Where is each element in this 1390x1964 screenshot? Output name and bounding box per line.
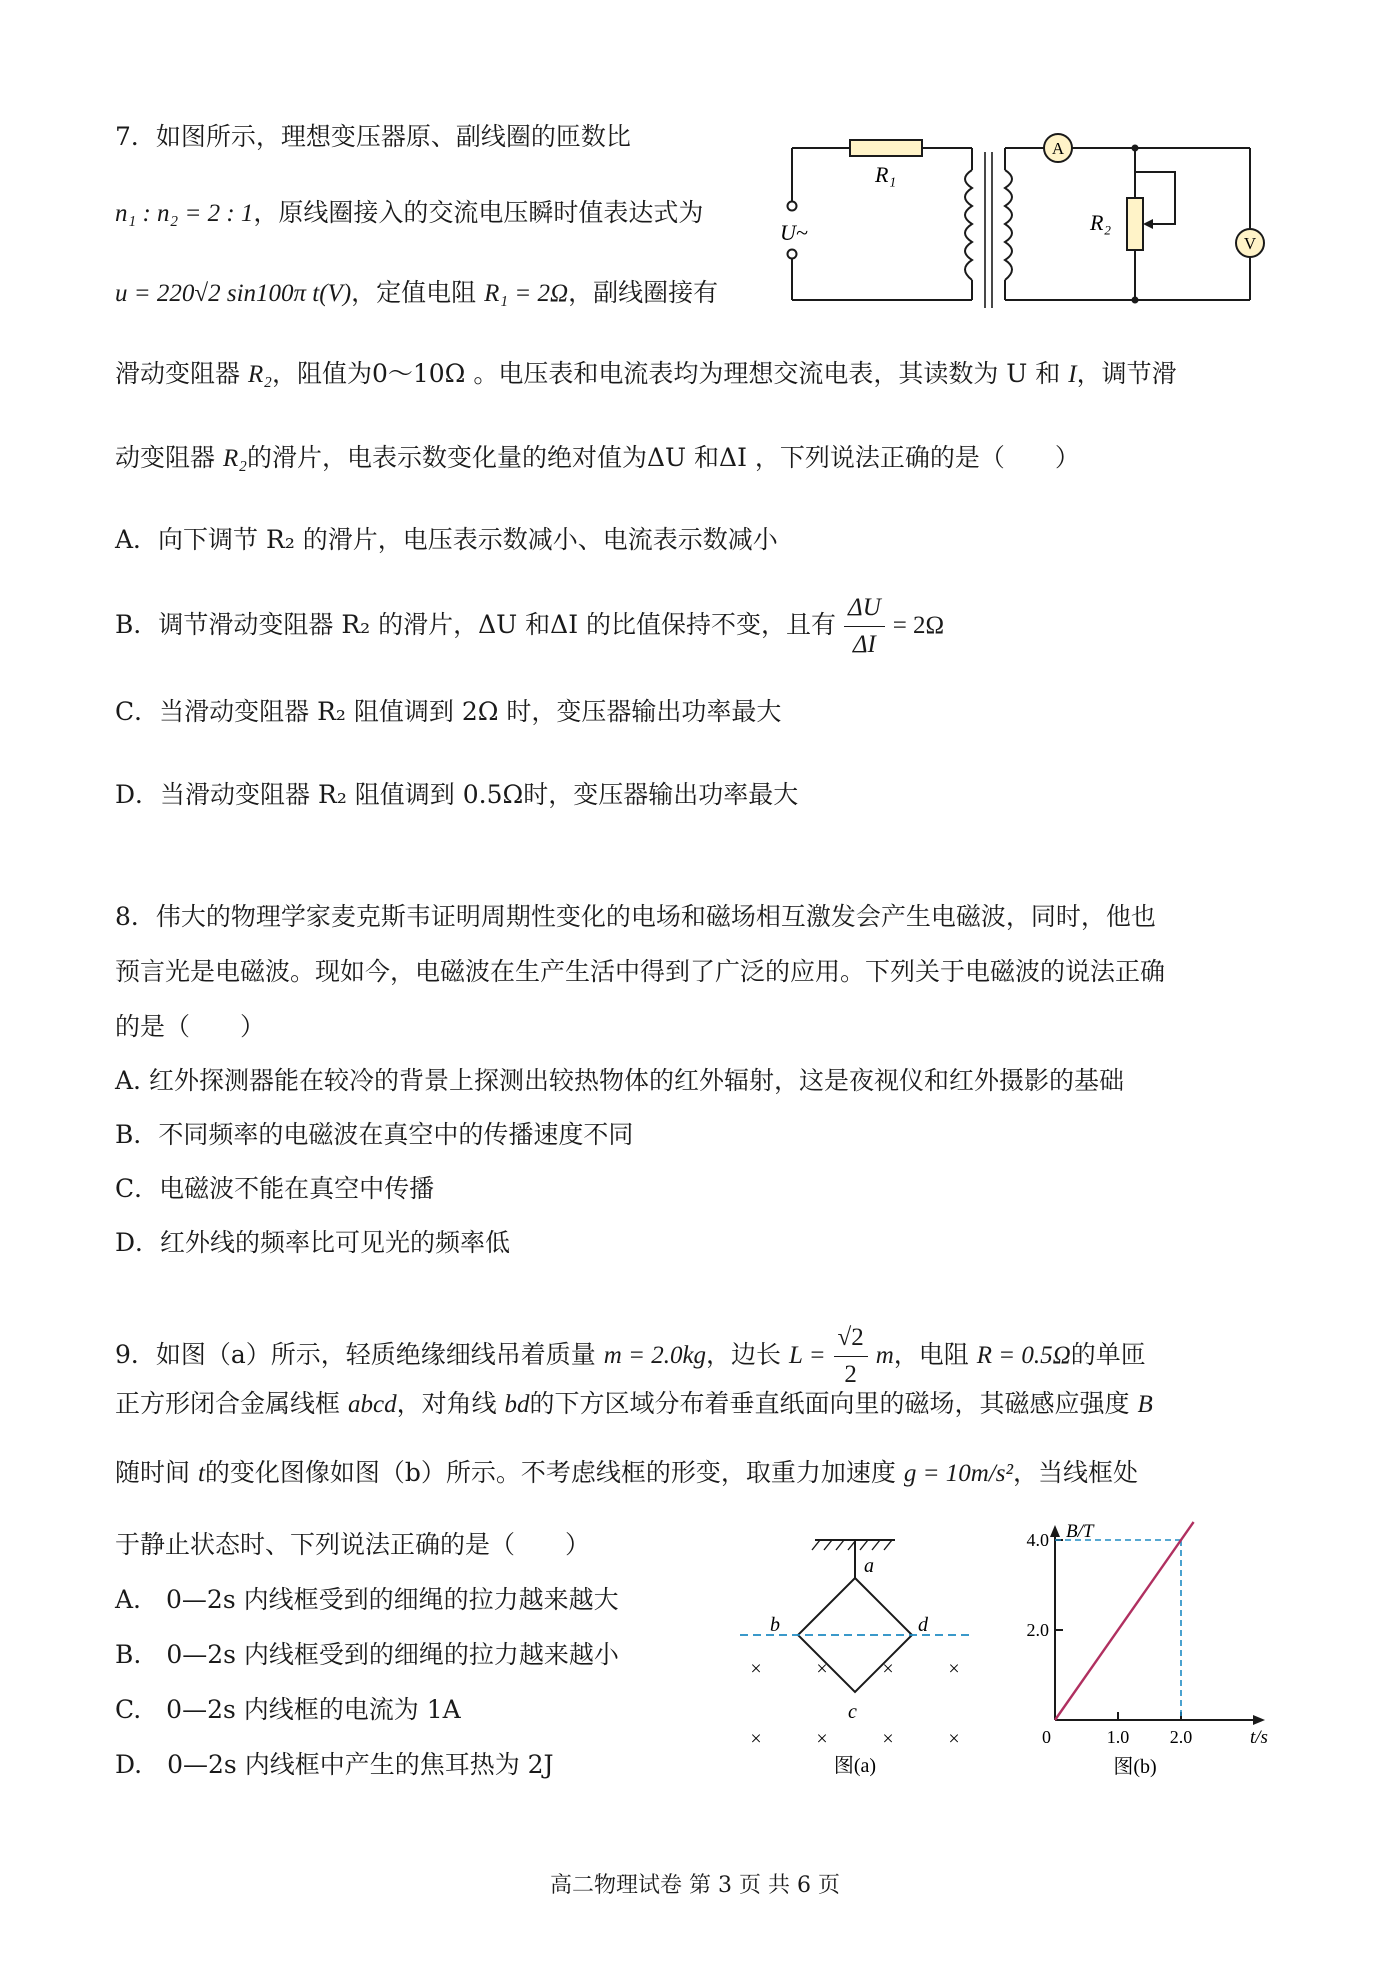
q9-option-c: C. 0—2s 内线框的电流为 1A [115,1695,461,1724]
q8-stem-line-3: 的是（ ） [115,1012,266,1041]
figure-b-bt-graph [1010,1515,1280,1780]
q8-option-a: A. 红外探测器能在较冷的背景上探测出较热物体的红外辐射，这是夜视仪和红外摄影的基础 [115,1066,1124,1095]
transformer-core [985,152,992,308]
delta-ratio-fraction: $\frac{\Delta U}{\Delta I}$ [844,590,885,663]
figure-a-caption: 图(a) [833,1755,877,1777]
vertex-c-label: c [848,1701,857,1723]
vertex-a-label: a [864,1555,874,1577]
field-mark: × [816,1728,828,1750]
figure-a-square-frame [730,1520,980,1780]
y-tick-label: 2.0 [1026,1620,1049,1640]
voltmeter-label: V [1243,234,1257,253]
b-t-data-line [1055,1522,1194,1720]
q8-stem-line-1: 8．伟大的物理学家麦克斯韦证明周期性变化的电场和磁场相互激发会产生电磁波，同时，他也 [115,902,1156,931]
x-axis-label: t/s [1250,1727,1268,1748]
q9-stem-line-3: 随时间 t的变化图像如图（b）所示。不考虑线框的形变，取重力加速度 g = 10m/s²，当线框处 [115,1458,1139,1487]
q7-option-b: B．调节滑动变阻器 R₂ 的滑片，ΔU 和ΔI 的比值保持不变，且有 $\frac{\Delta U}{\Delta I}$ = 2Ω [115,590,944,663]
q8-option-b: B．不同频率的电磁波在真空中的传播速度不同 [115,1120,634,1149]
r1-label: R₁ [875,162,897,187]
vertex-d-label: d [918,1614,928,1636]
transformer-circuit-diagram [780,130,1280,320]
figure-b-caption: 图(b) [1113,1756,1157,1778]
q8-option-c: C．电磁波不能在真空中传播 [115,1174,435,1203]
field-mark: × [948,1658,960,1680]
source-label: U~ [780,220,808,245]
side-length-fraction: $\frac{√2}{2}$ [834,1320,868,1393]
junction-dot [1132,145,1139,152]
q7-stem-line-5: 动变阻器 R₂的滑片，电表示数变化量的绝对值为ΔU 和ΔI ，下列说法正确的是（ ） [115,443,1080,472]
q8-stem-line-2: 预言光是电磁波。现如今，电磁波在生产生活中得到了广泛的应用。下列关于电磁波的说法正确 [115,957,1166,986]
x-tick-label: 1.0 [1106,1727,1130,1747]
slider-arrow [1143,219,1153,229]
field-mark: × [750,1728,762,1750]
field-mark: × [948,1728,960,1750]
junction-dot [1132,297,1139,304]
ammeter-label: A [1051,139,1065,158]
x-tick-label: 2.0 [1169,1727,1193,1747]
terminal-top [788,202,797,211]
terminal-bottom [788,250,797,259]
r2-label: R₂ [1090,210,1112,235]
q8-option-d: D．红外线的频率比可见光的频率低 [115,1228,511,1257]
primary-coil [965,170,972,280]
q7-stem-line-1: 7．如图所示，理想变压器原、副线圈的匝数比 [115,122,631,151]
y-axis-arrow [1050,1525,1060,1537]
square-frame [798,1578,912,1692]
r1-resistor [850,140,922,156]
secondary-coil [1005,170,1012,280]
voltage-expression: u = 220√2 sin100π t(V) [115,280,352,307]
q7-option-a: A．向下调节 R₂ 的滑片，电压表示数减小、电流表示数减小 [115,525,778,554]
q7-option-d: D．当滑动变阻器 R₂ 阻值调到 0.5Ω时，变压器输出功率最大 [115,780,799,809]
q7-stem-line-4: 滑动变阻器 R₂，阻值为0～10Ω 。电压表和电流表均为理想交流电表，其读数为 U 和 I，调节滑 [115,359,1177,388]
y-axis-label: B/T [1066,1521,1094,1542]
ceiling-hatch [812,1540,892,1550]
r1-value: R₁ = 2Ω [484,280,569,307]
q9-stem-line-4: 于静止状态时、下列说法正确的是（ ） [115,1530,591,1559]
page-footer: 高二物理试卷 第 3 页 共 6 页 [550,1873,840,1898]
q9-option-b: B. 0—2s 内线框受到的细绳的拉力越来越小 [115,1640,619,1669]
mass-value: m = 2.0kg [603,1342,707,1369]
field-mark: × [750,1658,762,1680]
x-axis-arrow [1253,1715,1265,1725]
vertex-b-label: b [770,1614,780,1636]
q9-stem-line-2: 正方形闭合金属线框 abcd，对角线 bd的下方区域分布着垂直纸面向里的磁场，其磁感应强度 B [115,1389,1153,1418]
origin-label: 0 [1042,1727,1051,1747]
q9-option-d: D. 0—2s 内线框中产生的焦耳热为 2J [115,1750,554,1779]
turns-ratio: n₁ : n₂ = 2 : 1 [115,200,254,227]
q7-stem-line-3: u = 220√2 sin100π t(V)，定值电阻 R₁ = 2Ω，副线圈接有 [115,278,719,307]
q7-option-c: C．当滑动变阻器 R₂ 阻值调到 2Ω 时，变压器输出功率最大 [115,697,782,726]
resistance-value: R = 0.5Ω [976,1342,1071,1369]
q7-stem-line-2: n₁ : n₂ = 2 : 1，原线圈接入的交流电压瞬时值表达式为 [115,198,704,227]
field-mark: × [882,1728,894,1750]
q9-option-a: A. 0—2s 内线框受到的细绳的拉力越来越大 [115,1585,619,1614]
field-mark: × [816,1658,828,1680]
r2-rheostat [1127,198,1143,250]
y-tick-label: 4.0 [1026,1530,1049,1550]
q9-stem-line-1: 9．如图（a）所示，轻质绝缘细线吊着质量 m = 2.0kg，边长 L = $\frac{√2}{2}$ m，电阻 R = 0.5Ω的单匝 [115,1320,1146,1393]
field-mark: × [882,1658,894,1680]
gravity-value: g = 10m/s² [903,1460,1013,1487]
